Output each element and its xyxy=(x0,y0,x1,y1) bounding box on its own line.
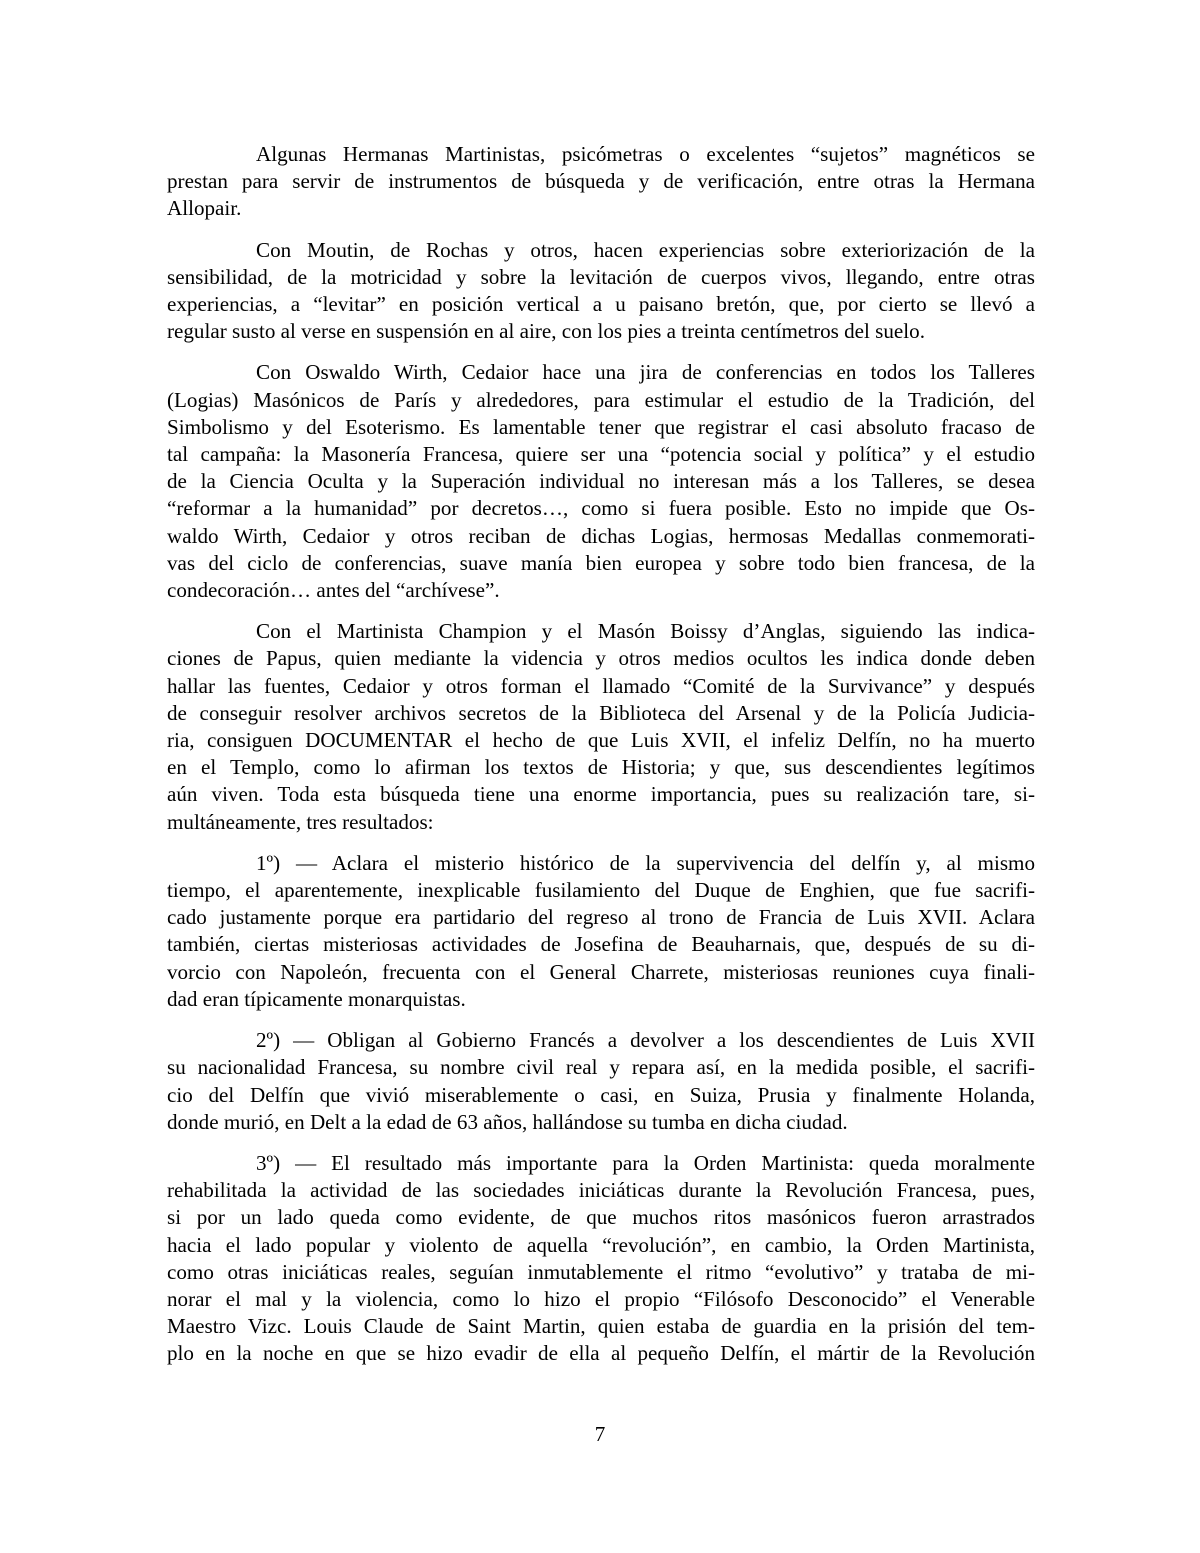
text-line: en el Templo, como lo afirman los textos de Historia; y que, sus descendientes legítimos xyxy=(167,755,1035,780)
text-line: multáneamente, tres resultados: xyxy=(167,809,434,834)
paragraph xyxy=(167,618,1035,836)
paragraph xyxy=(167,237,1035,346)
text-line: de conseguir resolver archivos secretos de la Biblioteca del Arsenal y de la Policía Judicia- xyxy=(167,700,1035,725)
text-line: prestan para servir de instrumentos de búsqueda y de verificación, entre otras la Hermana xyxy=(167,169,1035,194)
text-line: si por un lado queda como evidente, de que muchos ritos masónicos fueron arrastrados xyxy=(167,1205,1035,1230)
text-line: ria, consiguen DOCUMENTAR el hecho de que Luis XVII, el infeliz Delfín, no ha muerto xyxy=(167,728,1035,753)
text-line: Simbolismo y del Esoterismo. Es lamentable tener que registrar el casi absoluto fracaso de xyxy=(167,414,1035,439)
text-line: Allopair. xyxy=(167,196,242,221)
text-line: donde murió, en Delt a la edad de 63 años, hallándose su tumba en dicha ciudad. xyxy=(167,1109,848,1134)
paragraph xyxy=(167,1150,1035,1368)
page-number: 7 xyxy=(594,1422,606,1446)
text-line: hallar las fuentes, Cedaior y otros forman el llamado “Comité de la Survivance” y después xyxy=(167,673,1035,698)
text-line: tiempo, el aparentemente, inexplicable fusilamiento del Duque de Enghien, que fue sacrifi- xyxy=(167,878,1035,903)
text-line: aún viven. Toda esta búsqueda tiene una enorme importancia, pues su realización tare, si- xyxy=(167,782,1035,807)
text-line: plo en la noche en que se hizo evadir de ella al pequeño Delfín, el mártir de la Revolución xyxy=(167,1341,1035,1366)
paragraph xyxy=(167,141,1035,223)
text-line: ciones de Papus, quien mediante la videncia y otros medios ocultos les indica donde deben xyxy=(167,646,1035,671)
text-line: Algunas Hermanas Martinistas, psicómetras o excelentes “sujetos” magnéticos se xyxy=(256,142,1035,166)
text-line: (Logias) Masónicos de París y alrededores, para estimular el estudio de la Tradición, del xyxy=(167,387,1035,412)
text-line: tal campaña: la Masonería Francesa, quiere ser una “potencia social y política” y el estudio xyxy=(167,442,1035,467)
paragraph xyxy=(167,359,1035,604)
text-line: de la Ciencia Oculta y la Superación individual no interesan más a los Talleres, se desea xyxy=(167,469,1035,494)
text-line: regular susto al verse en suspensión en al aire, con los pies a treinta centímetros del suelo. xyxy=(167,319,925,344)
text-line: “reformar a la humanidad” por decretos…, como si fuera posible. Esto no impide que Os- xyxy=(167,496,1035,521)
text-line: 1º) — Aclara el misterio histórico de la supervivencia del delfín y, al mismo xyxy=(256,850,1035,875)
text-line: como otras iniciáticas reales, seguían inmutablemente el ritmo “evolutivo” y trataba de mi- xyxy=(167,1259,1035,1284)
text-line: experiencias, a “levitar” en posición vertical a u paisano bretón, que, por cierto se llevó a xyxy=(167,292,1035,317)
text-line: también, ciertas misteriosas actividades de Josefina de Beauharnais, que, después de su di- xyxy=(167,932,1035,957)
text-line: Con Oswaldo Wirth, Cedaior hace una jira de conferencias en todos los Talleres xyxy=(256,360,1035,385)
page-body xyxy=(167,141,1035,1382)
text-line: cado justamente porque era partidario del regreso al trono de Francia de Luis XVII. Aclara xyxy=(167,905,1035,930)
text-line: Con el Martinista Champion y el Masón Boissy d’Anglas, siguiendo las indica- xyxy=(256,619,1035,644)
text-line: sensibilidad, de la motricidad y sobre la levitación de cuerpos vivos, llegando, entre otras xyxy=(167,264,1035,289)
paragraph xyxy=(167,1027,1035,1136)
text-line: 2º) — Obligan al Gobierno Francés a devolver a los descendientes de Luis XVII xyxy=(256,1028,1035,1053)
text-line: Maestro Vizc. Louis Claude de Saint Martin, quien estaba de guardia en la prisión del tem- xyxy=(167,1314,1035,1339)
paragraph xyxy=(167,850,1035,1013)
text-line: dad eran típicamente monarquistas. xyxy=(167,986,466,1011)
text-line: Con Moutin, de Rochas y otros, hacen experiencias sobre exteriorización de la xyxy=(256,237,1035,262)
text-line: vas del ciclo de conferencias, suave manía bien europea y sobre todo bien francesa, de la xyxy=(167,550,1035,575)
text-line: rehabilitada la actividad de las sociedades iniciáticas durante la Revolución Francesa, pues, xyxy=(167,1178,1035,1203)
text-line: 3º) — El resultado más importante para la Orden Martinista: queda moralmente xyxy=(256,1150,1035,1175)
text-line: su nacionalidad Francesa, su nombre civil real y repara así, en la medida posible, el sacrifi- xyxy=(167,1055,1035,1080)
text-line: hacia el lado popular y violento de aquella “revolución”, en cambio, la Orden Martinista, xyxy=(167,1232,1035,1257)
text-line: condecoración… antes del “archívese”. xyxy=(167,578,500,603)
text-line: vorcio con Napoleón, frecuenta con el General Charrete, misteriosas reuniones cuya finali- xyxy=(167,959,1035,984)
text-line: norar el mal y la violencia, como lo hizo el propio “Filósofo Desconocido” el Venerable xyxy=(167,1286,1035,1311)
text-line: cio del Delfín que vivió miserablemente o casi, en Suiza, Prusia y finalmente Holanda, xyxy=(167,1082,1035,1107)
text-line: waldo Wirth, Cedaior y otros reciban de dichas Logias, hermosas Medallas conmemorati- xyxy=(167,523,1035,548)
